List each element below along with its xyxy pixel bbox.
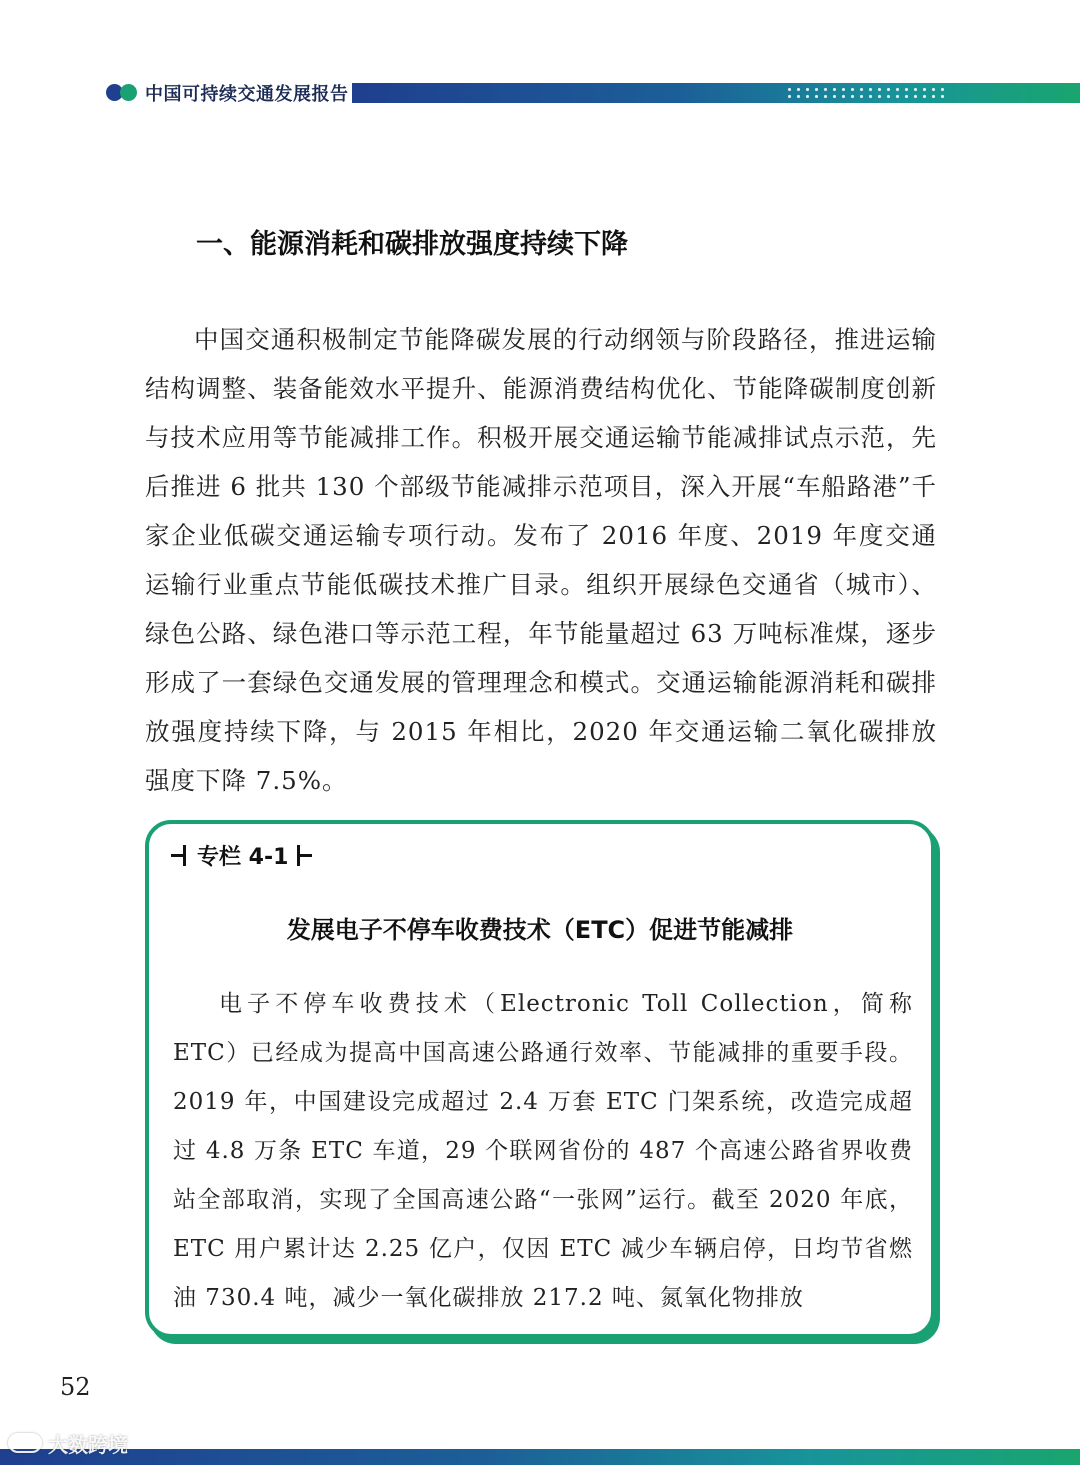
box-label [171,838,312,872]
report-title: 中国可持续交通发展报告 [145,84,349,105]
report-header [0,78,1080,108]
header-gradient-bar [352,83,1080,103]
box-label-text: 专栏 4-1 [197,844,289,870]
header-dot-pattern [785,86,945,100]
watermark [8,1428,128,1458]
watermark-logo-icon [8,1433,42,1453]
page-number: 52 [60,1373,91,1401]
section-title: 一、能源消耗和碳排放强度持续下降 [196,229,628,260]
box-body: 电子不停车收费技术（Electronic Toll Collection，简称 ETC）已经成为提高中国高速公路通行效率、节能减排的重要手段。2019 年，中国建设完成超过 2.4 万套 ETC 门架系统，改造完成超过 4.8 万条 ETC 车道，29 个联网省份的 487 个高速公路省界收费站全部取消，实现了全国高速公路“一张网”运行。截至 2020 年底，ETC 用户累计达 2.25 亿户，仅因 ETC 减少车辆启停，日均节省燃油 730.4 吨，减少一氧化碳排放 217.2 吨、氮氧化物排放 [173,991,913,1311]
box-title: 发展电子不停车收费技术（ETC）促进节能减排 [286,916,794,944]
sidebar-box [145,820,935,1338]
body-paragraph: 中国交通积极制定节能降碳发展的行动纲领与阶段路径，推进运输结构调整、装备能效水平提升、能源消费结构优化、节能降碳制度创新与技术应用等节能减排工作。积极开展交通运输节能减排试点示范，先后推进 6 批共 130 个部级节能减排示范项目，深入开展“车船路港”千家企业低碳交通运输专项行动。发布了 2016 年度、2019 年度交通运输行业重点节能低碳技术推广目录。组织开展绿色交通省（城市）、绿色公路、绿色港口等示范工程，年节能量超过 63 万吨标准煤，逐步形成了一套绿色交通发展的管理理念和模式。交通运输能源消耗和碳排放强度持续下降，与 2015 年相比，2020 年交通运输二氧化碳排放强度下降 7.5%。 [145,325,937,795]
bracket-left-icon [171,844,191,866]
bracket-right-icon [292,844,312,866]
header-dots-icon [106,84,140,102]
footer-gradient-bar [0,1449,1080,1465]
green-dot-icon [120,84,137,101]
watermark-text: 大数跨境 [48,1432,128,1457]
